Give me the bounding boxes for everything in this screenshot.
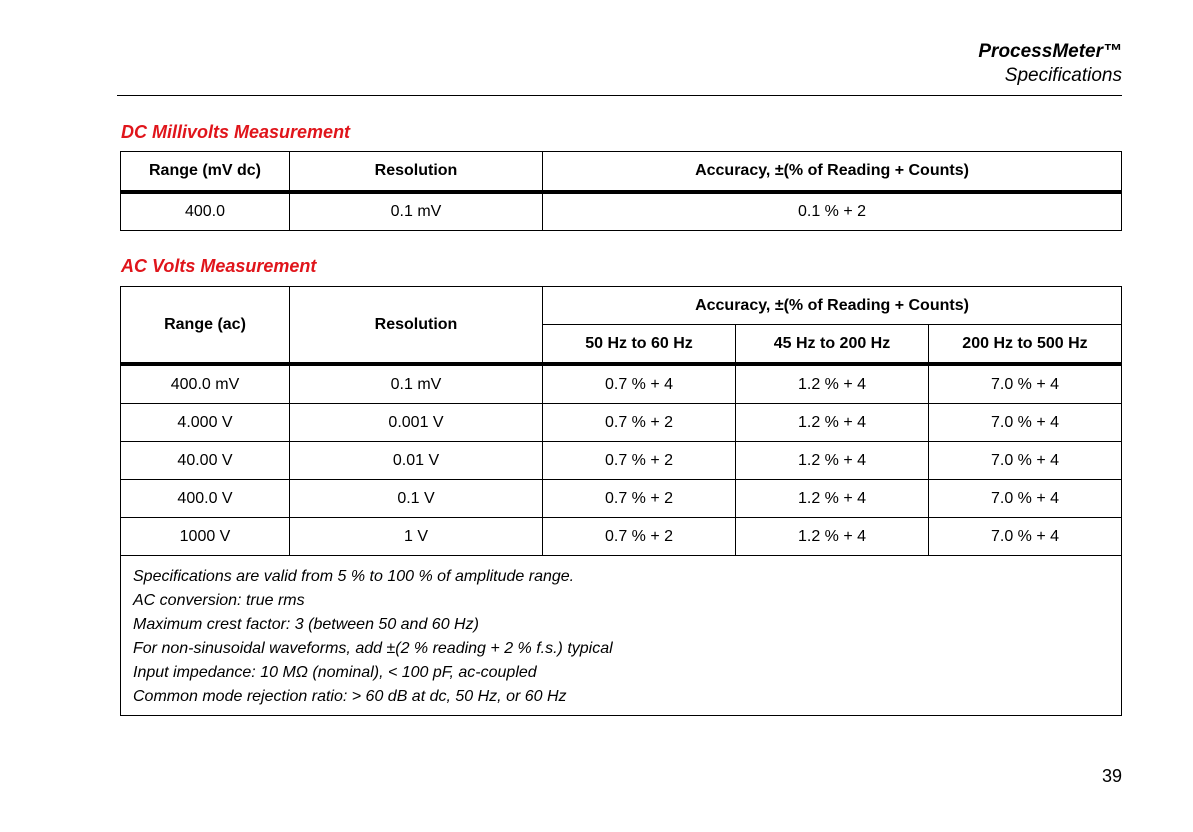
header-divider bbox=[117, 95, 1122, 96]
column-header: Resolution bbox=[290, 287, 543, 365]
table-cell: 400.0 V bbox=[121, 480, 290, 518]
note-line: Specifications are valid from 5 % to 100 % of amplitude range. bbox=[133, 568, 575, 585]
page-number: 39 bbox=[1101, 766, 1122, 786]
table-cell: 0.1 V bbox=[290, 480, 543, 518]
ac-section-title: AC Volts Measurement bbox=[121, 256, 317, 276]
note-line: AC conversion: true rms bbox=[133, 592, 305, 609]
table-cell: 0.1 % + 2 bbox=[543, 192, 1122, 231]
table-cell: 400.0 bbox=[121, 192, 290, 231]
page-header bbox=[978, 40, 1122, 88]
table-cell: 1.2 % + 4 bbox=[736, 518, 929, 556]
table-header-row bbox=[121, 152, 1122, 193]
table-cell: 7.0 % + 4 bbox=[929, 518, 1122, 556]
column-header: 200 Hz to 500 Hz bbox=[929, 325, 1122, 365]
product-name: ProcessMeter™ bbox=[978, 41, 1122, 62]
ac-volts-table bbox=[120, 286, 1122, 716]
table-cell: 0.7 % + 4 bbox=[543, 364, 736, 404]
table-row bbox=[121, 480, 1122, 518]
table-cell: 400.0 mV bbox=[121, 364, 290, 404]
table-cell: 7.0 % + 4 bbox=[929, 442, 1122, 480]
note-line: Common mode rejection ratio: > 60 dB at dc, 50 Hz, or 60 Hz bbox=[133, 688, 567, 705]
note-line: Maximum crest factor: 3 (between 50 and 60 Hz) bbox=[133, 616, 479, 633]
table-cell: 40.00 V bbox=[121, 442, 290, 480]
table-cell: 0.01 V bbox=[290, 442, 543, 480]
note-line: Input impedance: 10 MΩ (nominal), < 100 pF, ac-coupled bbox=[133, 664, 537, 681]
table-cell: 7.0 % + 4 bbox=[929, 364, 1122, 404]
table-row bbox=[121, 364, 1122, 404]
table-cell: 1.2 % + 4 bbox=[736, 442, 929, 480]
dc-section-title: DC Millivolts Measurement bbox=[121, 122, 351, 142]
table-cell: 0.1 mV bbox=[290, 192, 543, 231]
column-header: Resolution bbox=[290, 152, 543, 193]
column-header: 50 Hz to 60 Hz bbox=[543, 325, 736, 365]
table-cell: 4.000 V bbox=[121, 404, 290, 442]
table-cell: 1.2 % + 4 bbox=[736, 480, 929, 518]
table-cell: 1 V bbox=[290, 518, 543, 556]
section-name: Specifications bbox=[1004, 65, 1122, 86]
table-cell: 1000 V bbox=[121, 518, 290, 556]
column-header: Accuracy, ±(% of Reading + Counts) bbox=[543, 287, 1122, 325]
table-row bbox=[121, 442, 1122, 480]
column-header: Range (ac) bbox=[121, 287, 290, 365]
notes-row bbox=[121, 556, 1122, 716]
column-header: Accuracy, ±(% of Reading + Counts) bbox=[543, 152, 1122, 193]
table-cell: 1.2 % + 4 bbox=[736, 404, 929, 442]
table-cell: 0.7 % + 2 bbox=[543, 442, 736, 480]
table-cell: 0.001 V bbox=[290, 404, 543, 442]
note-line: For non-sinusoidal waveforms, add ±(2 % reading + 2 % f.s.) typical bbox=[133, 640, 613, 657]
column-header: Range (mV dc) bbox=[121, 152, 290, 193]
table-cell: 0.7 % + 2 bbox=[543, 480, 736, 518]
table-row bbox=[121, 404, 1122, 442]
spec-notes bbox=[121, 556, 1122, 716]
table-row bbox=[121, 192, 1122, 231]
table-header-row bbox=[121, 287, 1122, 325]
table-cell: 1.2 % + 4 bbox=[736, 364, 929, 404]
table-cell: 0.7 % + 2 bbox=[543, 518, 736, 556]
dc-millivolts-table bbox=[120, 151, 1122, 231]
table-row bbox=[121, 518, 1122, 556]
table-cell: 0.1 mV bbox=[290, 364, 543, 404]
column-header: 45 Hz to 200 Hz bbox=[736, 325, 929, 365]
table-cell: 0.7 % + 2 bbox=[543, 404, 736, 442]
table-cell: 7.0 % + 4 bbox=[929, 480, 1122, 518]
table-cell: 7.0 % + 4 bbox=[929, 404, 1122, 442]
